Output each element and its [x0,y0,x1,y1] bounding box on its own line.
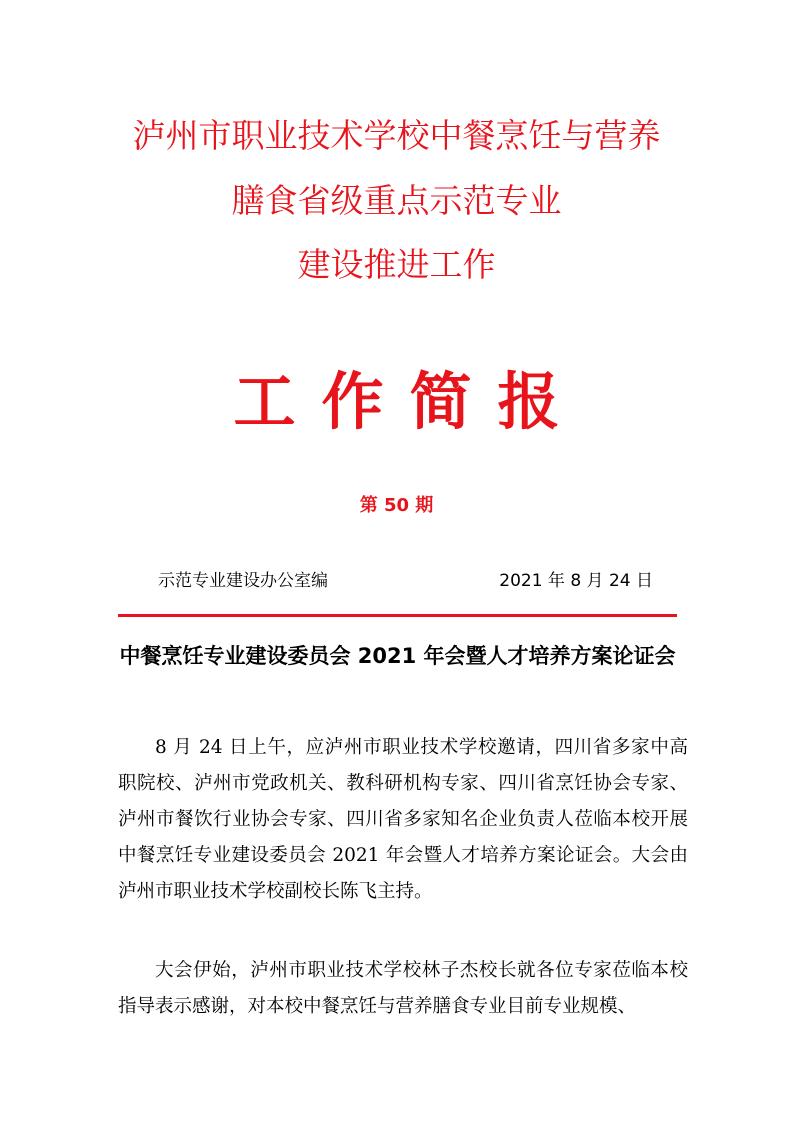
article-paragraph-2: 大会伊始，泸州市职业技术学校林子杰校长就各位专家莅临本校指导表示感谢，对本校中餐烹饪与营养膳食专业目前专业规模、 [118,960,688,1017]
article-paragraph-1: 8 月 24 日上午，应泸州市职业技术学校邀请，四川省多家中高职院校、泸州市党政机关、教科研机构专家、四川省烹饪协会专家、泸州市餐饮行业协会专家、四川省多家知名企业负责人莅临本校开展中餐烹饪专业建设委员会 2021 年会暨人才培养方案论证会。大会由泸州市职业技术学校副校长陈飞主持。 [118,737,688,902]
header-title-line-2: 膳食省级重点示范专业 [231,181,562,220]
issue-number: 第 50 期 [359,495,434,516]
bulletin-title: 工作简报 [233,365,586,438]
publish-date: 2021 年 8 月 24 日 [499,571,653,591]
header-title-line-1: 泸州市职业技术学校中餐烹饪与营养 [132,116,661,155]
editor-line: 示范专业建设办公室编 [158,571,328,591]
red-divider-line [118,614,677,617]
article-title: 中餐烹饪专业建设委员会 2021 年会暨人才培养方案论证会 [119,644,676,668]
header-title-line-3: 建设推进工作 [297,245,496,284]
